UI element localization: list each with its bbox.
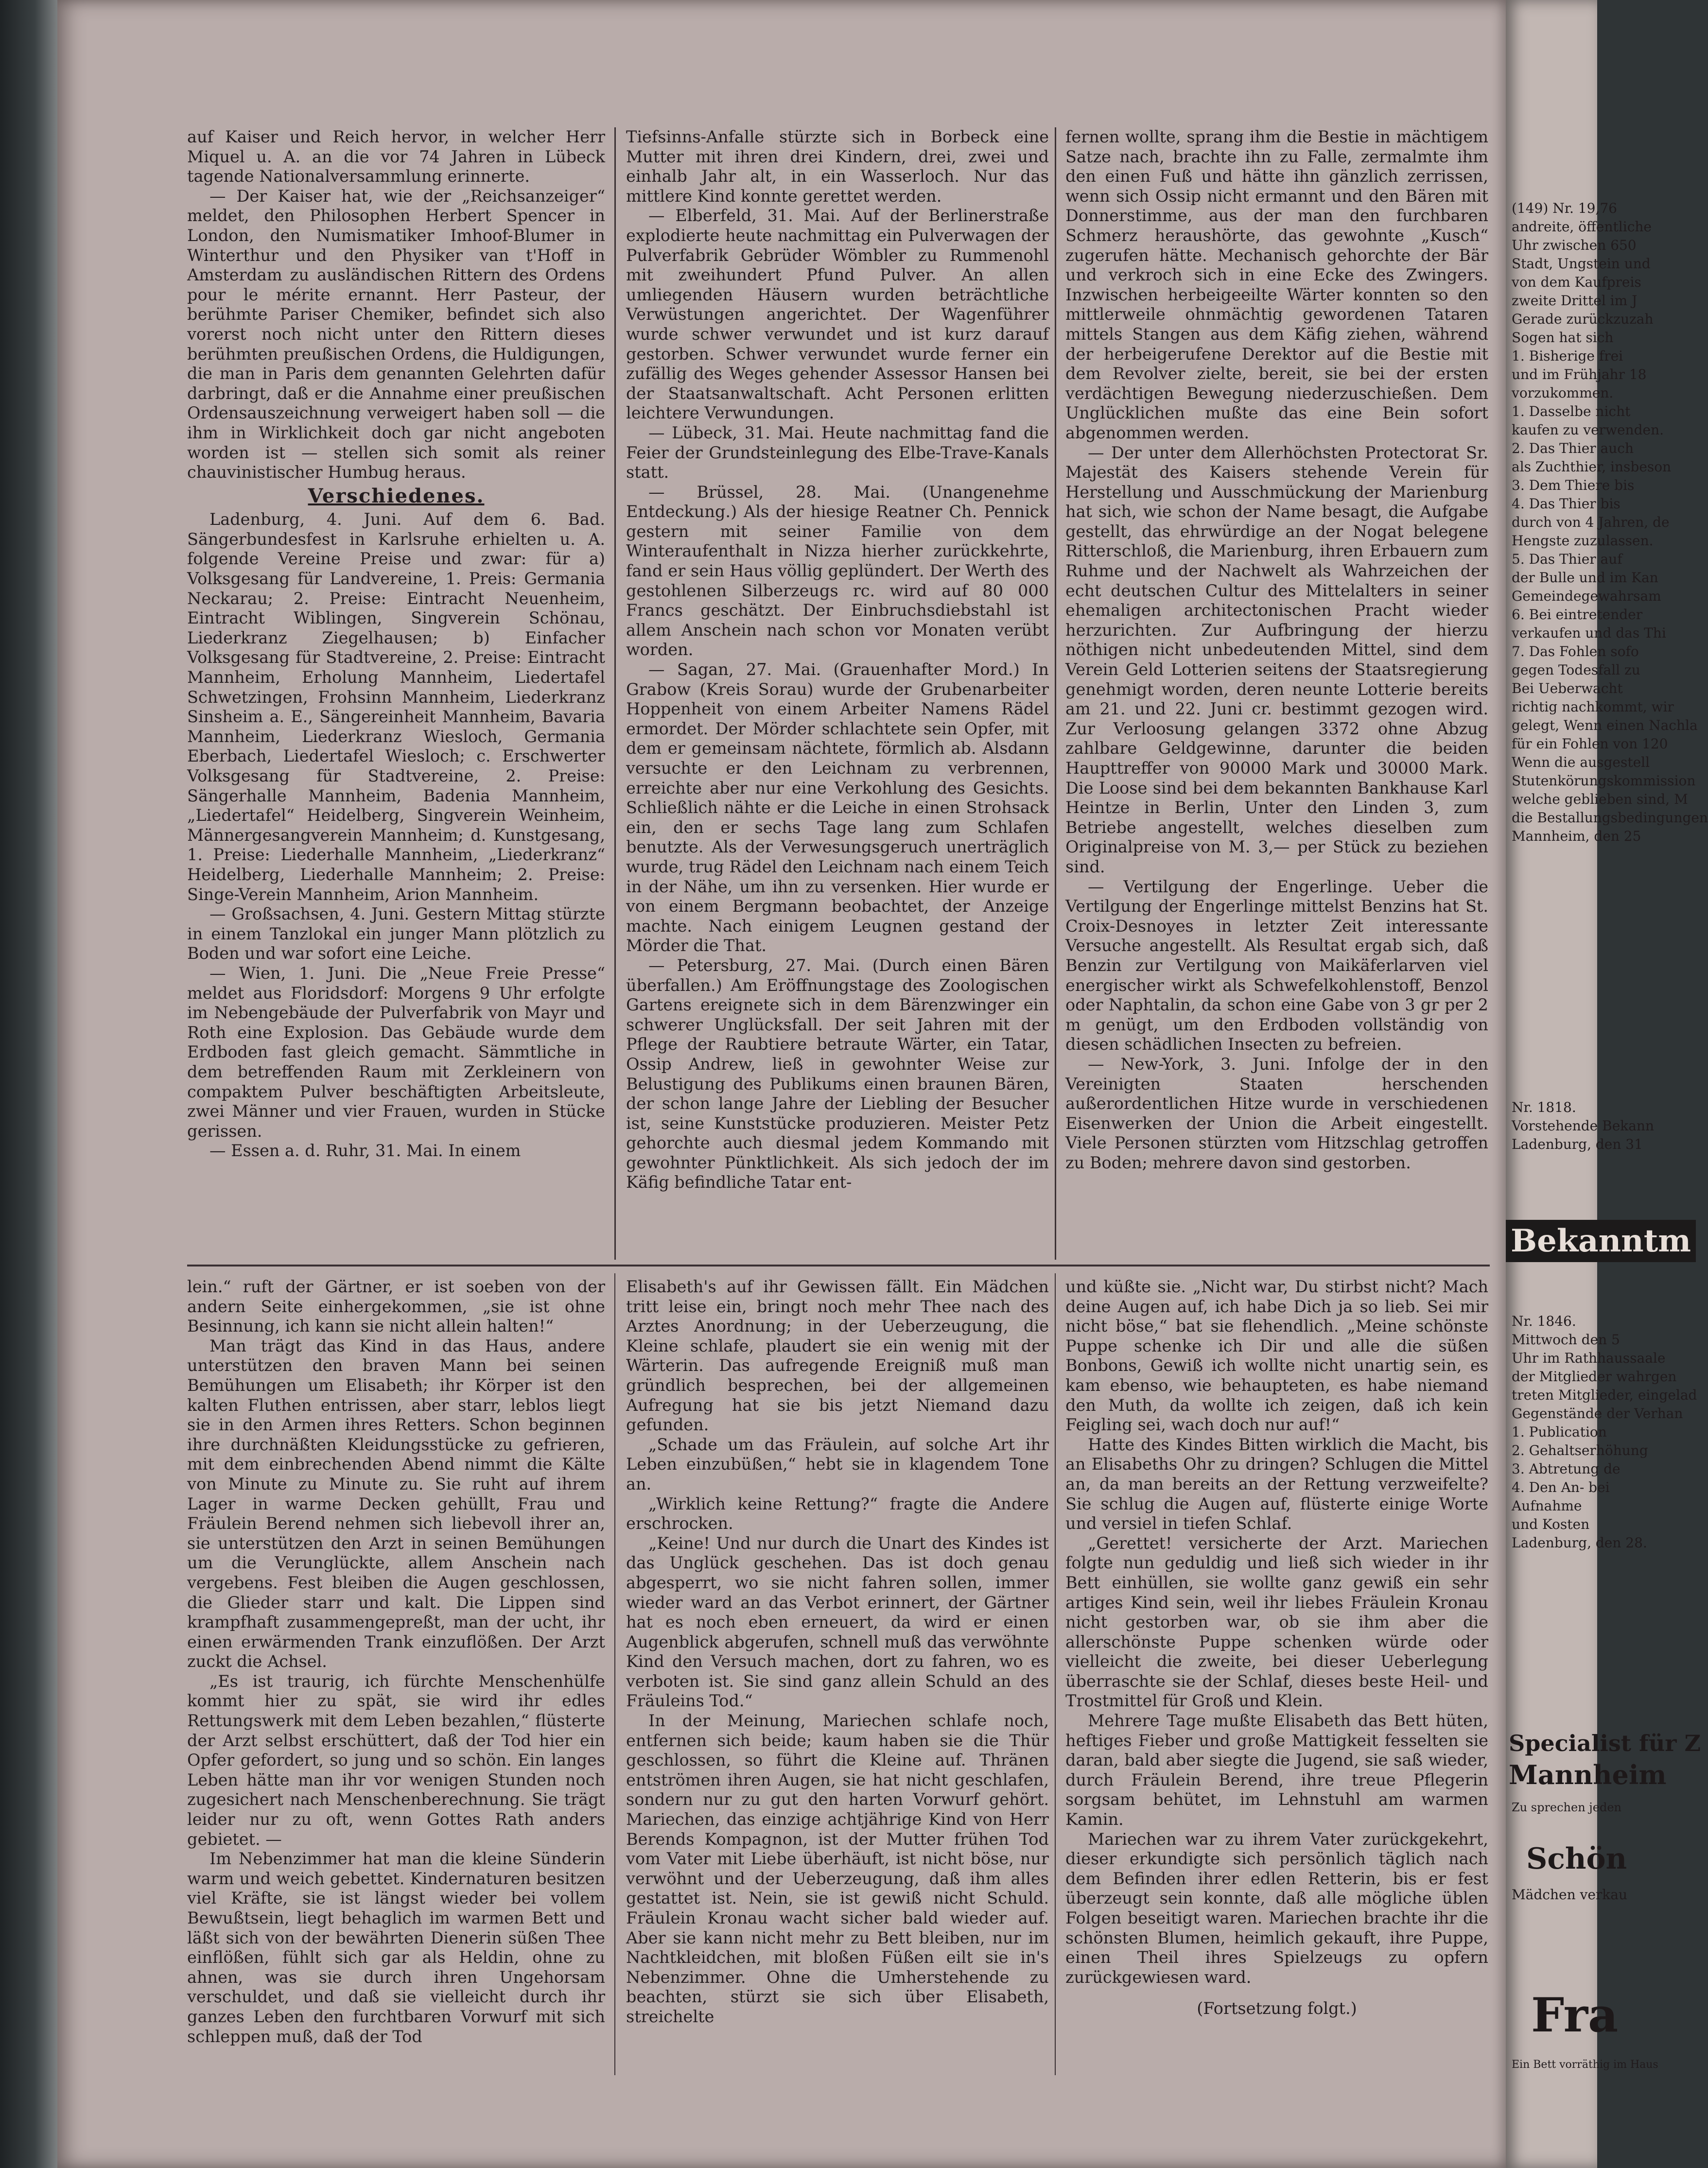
article-paragraph: — Der unter dem Allerhöchsten Protectorat Sr. Majestät des Kaisers stehende Verein für Herstellung und Ausschmückung der Marienburg hat sich, wie schon der Name besagt, die Aufgabe gestellt, das ehrwürdige an der Nogat belegene Ritterschloß, die Marienburg, ihren Erbauern zum Ruhme und der Nachwelt als Wahrzeichen der echt deutschen Cultur des Mittelalters in seiner ehemaligen architectonischen Pracht wieder herzurichten. Zur Aufbringung der hierzu nöthigen nicht unbedeutenden Mittel, sind dem Verein Geld Lotterien seitens der Staatsregierung genehmigt worden, deren neunte Lotterie bereits am 21. und 22. Juni cr. bestimmt gezogen wird. Zur Verloosung gelangen 3372 ohne Abzug zahlbare Geldgewinne, darunter die beiden Haupttreffer von 90000 Mark und 30000 Mark. Die Loose sind bei dem bekannten Bankhause Karl Heintze in Berlin, Unter den Linden 3, zum Betriebe angestellt, welches dieselben zum Originalpreise von M. 3,— per Stück zu beziehen sind. xyxy=(1065,443,1488,876)
article-paragraph: „Gerettet! versicherte der Arzt. Mariechen folgte nun geduldig und ließ sich wieder in ihr Bett einhüllen, sie wollte ganz gewiß ein sehr artiges Kind sein, weil ihr liebes Fräulein Kronau nicht gestorben war, ob sie ihm aber die allerschönste Puppe schenken würde oder vielleicht die zweite, bei dieser Ueberlegung überraschte sie der Schlaf, dieses beste Heil- und Trostmittel für Groß und Klein. xyxy=(1065,1533,1488,1711)
adjacent-fra-sub: Ein Bett vorräthig im Haus xyxy=(1512,2059,1658,2071)
adjacent-line: 1. Bisherige frei xyxy=(1512,348,1623,364)
article-paragraph: — Der Kaiser hat, wie der „Reichsanzeiger“ meldet, den Philosophen Herbert Spencer in London, den Numismatiker Imhoof-Blumer in Winterthur und den Physiker van t'Hoff in Amsterdam zu ausländischen Rittern des Ordens pour le mérite ernannt. Herr Pasteur, der berühmte Pariser Chemiker, befindet sich also vorerst noch nicht unter den Rittern dieses berühmten preußischen Ordens, die Huldigungen, die man in Paris dem genannten Gelehrten dafür darbringt, daß er die Annahme einer preußischen Ordensauszeichnung verweigert haben soll — die ihm in Wirklichkeit doch gar nicht angeboten worden ist — stellen sich somit als reiner chauvinistischer Humbug heraus. xyxy=(187,186,605,482)
adjacent-line: (149) Nr. 19,76 xyxy=(1512,200,1617,216)
adjacent-line: Ladenburg, den 31 xyxy=(1512,1136,1643,1152)
adjacent-line: Uhr zwischen 650 xyxy=(1512,237,1637,253)
adjacent-line: 1. Publication xyxy=(1512,1424,1607,1440)
adjacent-line: Gerade zurückzuzah xyxy=(1512,311,1654,327)
adjacent-line: Bei Ueberwacht xyxy=(1512,680,1623,696)
adjacent-line: Stutenkörungskommission xyxy=(1512,773,1696,789)
top-column-2 xyxy=(626,127,1049,1261)
article-paragraph: Man trägt das Kind in das Haus, andere unterstützen den braven Mann bei seinen Bemühungen um Elisabeth; ihr Körper ist den kalten Fluthen entrissen, aber starr, leblos liegt sie in den Armen ihres Retters. Schon beginnen ihre durchnäßten Kleidungsstücke zu gefrieren, mit dem einbrechenden Abend nimmt die Kälte von Minute zu Minute zu. Sie ruht auf ihrem Lager in warme Decken gehüllt, Frau und Fräulein Berend nehmen sich liebevoll ihrer an, sie unterstützen den Arzt in seinen Bemühungen um die Verunglückte, allem Anschein nach vergebens. Fest bleiben die Augen geschlossen, die Glieder starr und kalt. Die Lippen sind krampfhaft zusammengepreßt, man der ucht, ihr einen erwärmenden Trank einzuflößen. Der Arzt zuckt die Achsel. xyxy=(187,1336,605,1671)
article-paragraph: — Sagan, 27. Mai. (Grauenhafter Mord.) In Grabow (Kreis Sorau) wurde der Grubenarbeiter Hoppenheit von einem Arbeiter Namens Rädel ermordet. Der Mörder schlachtete sein Opfer, mit dem er gemeinsam nächtete, förmlich ab. Alsdann versuchte er den Leichnam zu verbrennen, erreichte aber nur eine Verkohlung des Gesichts. Schließlich nähte er die Leiche in einen Strohsack ein, den er sechs Tage lang zum Schlafen benutzte. Als der Verwesungsgeruch unerträglich wurde, trug Rädel den Leichnam nach einem Teich in der Nähe, um ihn zu versenken. Hier wurde er von einem Bergmann beobachtet, der Anzeige machte. Nach einigem Leugnen gestand der Mörder die That. xyxy=(626,660,1049,955)
adjacent-schoen-sub: Mädchen verkau xyxy=(1512,1887,1627,1903)
adjacent-heading: Bekanntm xyxy=(1506,1220,1696,1262)
bottom-column-2 xyxy=(626,1277,1049,2084)
adjacent-line: Stadt, Ungstein und xyxy=(1512,256,1651,272)
adjacent-line: der Bulle und im Kan xyxy=(1512,570,1658,586)
article-paragraph: — New-York, 3. Juni. Infolge der in den Vereinigten Staaten herschenden außerordentlichen Hitze wurde in verschiedenen Eisenwerken der Union die Arbeit eingestellt. Viele Personen stürzten vom Hitzschlag getroffen zu Boden; mehrere davon sind gestorben. xyxy=(1065,1054,1488,1172)
adjacent-special-city: Mannheim xyxy=(1509,1759,1667,1790)
article-paragraph: Mariechen war zu ihrem Vater zurückgekehrt, dieser erkundigte sich persönlich täglich nach dem Befinden ihrer edlen Retterin, bis er fest überzeugt sein konnte, daß alle mögliche üblen Folgen beseitigt waren. Mariechen brachte ihr die schönsten Blumen, heimlich gekauft, ihre Puppe, einen Theil ihres Spielzeugs zu opfern zurückgewiesen ward. xyxy=(1065,1829,1488,1987)
article-paragraph: — Großsachsen, 4. Juni. Gestern Mittag stürzte in einem Tanzlokal ein junger Mann plötzlich zu Boden und war sofort eine Leiche. xyxy=(187,904,605,963)
adjacent-line: von dem Kaufpreis xyxy=(1512,274,1641,290)
adjacent-line: Mittwoch den 5 xyxy=(1512,1332,1620,1348)
adjacent-line: Ladenburg, den 28. xyxy=(1512,1535,1647,1551)
article-paragraph: — Brüssel, 28. Mai. (Unangenehme Entdeckung.) Als der hiesige Reatner Ch. Pennick gestern mit seiner Familie von dem Winteraufenthalt in Nizza hierher zurückkehrte, fand er sein Haus völlig geplündert. Der Werth des gestohlenen Silberzeugs rc. wird auf 80 000 Francs geschätzt. Der Einbruchsdiebstahl ist allem Anschein nach schon vor Monaten verübt worden. xyxy=(626,482,1049,659)
article-paragraph: Tiefsinns-Anfalle stürzte sich in Borbeck eine Mutter mit ihren drei Kindern, drei, zwei und einhalb Jahr alt, in ein Wasserloch. Nur das mittlere Kind konnte gerettet werden. xyxy=(626,127,1049,206)
article-paragraph: fernen wollte, sprang ihm die Bestie in mächtigem Satze nach, brachte ihn zu Falle, zermalmte ihm den einen Fuß und hätte ihn gänzlich zerrissen, wenn sich Ossip nicht ermannt und den Bären mit Donnerstimme, aus der man den furchbaren Schmerz heraushörte, das gewohnte „Kusch“ zugerufen hätte. Mechanisch gehorchte der Bär und verkroch sich in eine Ecke des Zwingers. Inzwischen herbeigeeilte Wärter konnten so den mittlerweile ohnmächtig gewordenen Tataren mittels Stangen aus dem Käfig ziehen, während der herbeigerufene Derektor auf die Bestie mit dem Revolver zielte, bereit, sie bei der ersten verdächtigen Bewegung niederzuschießen. Dem Unglücklichen mußte das eine Bein sofort abgenommen werden. xyxy=(1065,127,1488,442)
adjacent-line: andreite, öffentliche xyxy=(1512,219,1652,235)
adjacent-line: kaufen zu verwenden. xyxy=(1512,422,1664,438)
adjacent-line: Vorstehende Bekann xyxy=(1512,1118,1654,1134)
adjacent-line: und Kosten xyxy=(1512,1516,1590,1532)
bottom-column-3 xyxy=(1065,1277,1488,2113)
adjacent-line: 4. Den An- bei xyxy=(1512,1479,1610,1495)
adjacent-line: 4. Das Thier bis xyxy=(1512,496,1621,512)
adjacent-line: Wenn die ausgestell xyxy=(1512,754,1650,770)
article-paragraph: — Petersburg, 27. Mai. (Durch einen Bären überfallen.) Am Eröffnungstage des Zoologischen Gartens ereignete sich in dem Bärenzwinger ein schwerer Unglücksfall. Der seit Jahren mit der Pflege der Raubtiere betraute Wärter, ein Tatar, Ossip Andrew, ließ in gewohnter Weise zur Belustigung des Publikums einen braunen Bären, der schon lange Jahre der Liebling der Besucher ist, seine Kunststücke produzieren. Meister Petz gehorchte auch diesmal jedem Kommando mit gewohnter Pünktlichkeit. Als sich jedoch der im Käfig befindliche Tatar ent- xyxy=(626,955,1049,1192)
adjacent-line: 2. Gehaltserhöhung xyxy=(1512,1442,1648,1458)
column-rule xyxy=(1055,1273,1056,2075)
article-paragraph: (Fortsetzung folgt.) xyxy=(1197,1999,1357,2018)
adjacent-line: die Bestallungsbedingungen xyxy=(1512,810,1708,826)
column-rule xyxy=(614,127,616,1260)
article-paragraph: — Elberfeld, 31. Mai. Auf der Berlinerstraße explodierte heute nachmittag ein Pulverwagen der Pulverfabrik Gebrüder Wömbler zu Rummenohl mit zweihundert Pfund Pulver. An allen umliegenden Häusern wurden beträchtliche Verwüstungen angerichtet. Der Wagenführer wurde schwer verwundet und ist kurz darauf gestorben. Schwer verwundet wurde ferner ein zufällig des Weges gehender Assessor Hansen bei der Staatsanwaltschaft. Acht Personen erlitten leichtere Verwundungen. xyxy=(626,206,1049,423)
section-heading: Verschiedenes. xyxy=(308,484,485,507)
adjacent-fra: Fra xyxy=(1531,1988,1619,2043)
adjacent-line: 2. Das Thier auch xyxy=(1512,440,1634,456)
article-paragraph: In der Meinung, Mariechen schlafe noch, entfernen sich beide; kaum haben sie die Thür geschlossen, so führt die Kleine auf. Thränen entströmen ihren Augen, sie hat nicht geschlafen, sondern nur zu gut den harten Vorwurf gehört. Mariechen, das einzige achtjährige Kind von Herr Berends Kompagnon, ist der Mutter frühen Tod vom Vater mit Liebe überhäuft, ist nicht böse, nur verwöhnt und der Ueberzeugung, daß ihm alles gestattet ist. Nein, sie ist gewiß nicht Schuld. Fräulein Kronau wacht sicher bald wieder auf. Aber sie kann nicht mehr zu Bett bleiben, nur im Nachtkleidchen, mit bloßen Füßen eilt sie in's Nebenzimmer. Ohne die Umherstehende zu beachten, stürzt sie sich über Elisabeth, streichelte xyxy=(626,1711,1049,2026)
adjacent-line: Gemeindegewahrsam xyxy=(1512,588,1661,604)
adjacent-line: für ein Fohlen von 120 xyxy=(1512,736,1668,752)
adjacent-line: Sogen hat sich xyxy=(1512,330,1614,346)
adjacent-line: und im Frühjahr 18 xyxy=(1512,366,1647,382)
adjacent-schoen: Schön xyxy=(1526,1842,1627,1876)
article-paragraph: „Es ist traurig, ich fürchte Menschenhülfe kommt hier zu spät, sie wird ihr edles Rettungswerk mit dem Leben bezahlen,“ flüsterte der Arzt selbst erschüttert, daß der Tod hier ein Opfer gefordert, so jung und so schön. Ein langes Leben hätte man ihr vor wenigen Stunden noch zugesichert nach Menschenberechnung. Sie trägt leider nur zu oft, wenn Gottes Rath anders gebietet. — xyxy=(187,1671,605,1849)
adjacent-line: richtig nachkommt, wir xyxy=(1512,699,1674,715)
article-paragraph: — Lübeck, 31. Mai. Heute nachmittag fand die Feier der Grundsteinlegung des Elbe-Trave-Kanals statt. xyxy=(626,423,1049,482)
article-paragraph: — Vertilgung der Engerlinge. Ueber die Vertilgung der Engerlinge mittelst Benzins hat St. Croix-Desnoyes in letzter Zeit interessante Versuche angestellt. Als Resultat ergab sich, daß Benzin zur Vertilgung von Maikäferlarven viel energischer wirkt als Schwefelkohlenstoff, Benzol oder Naphtalin, da schon eine Gabe von 3 gr per 2 m genügt, um den Erdboden vollständig von diesen schädlichen Insecten zu befreien. xyxy=(1065,877,1488,1054)
top-column-3 xyxy=(1065,127,1488,1261)
adjacent-page-text-mid xyxy=(1512,1098,1654,1154)
adjacent-line: vorzukommen. xyxy=(1512,385,1614,401)
adjacent-special: Specialist für Z xyxy=(1509,1730,1701,1756)
article-paragraph: „Keine! Und nur durch die Unart des Kindes ist das Unglück geschehen. Das ist doch genau abgesperrt, wo sie nicht fahren sollen, immer wieder ward an das Verbot erinnert, der Gärtner hat es noch eben erneuert, da wird er einen Augenblick abgerufen, schnell muß das verwöhnte Kind den Versuch machen, dort zu fahren, wo es verboten ist. Sie sind ganz allein Schuld an des Fräuleins Tod.“ xyxy=(626,1533,1049,1711)
adjacent-line: Hengste zuzulassen. xyxy=(1512,533,1654,549)
bottom-column-1 xyxy=(187,1277,605,2084)
horizontal-rule xyxy=(187,1265,1490,1266)
adjacent-line: gegen Todesfall zu xyxy=(1512,662,1640,678)
article-paragraph: auf Kaiser und Reich hervor, in welcher Herr Miquel u. A. an die vor 74 Jahren in Lübeck tagende Nationalversammlung erinnerte. xyxy=(187,127,605,186)
adjacent-line: Nr. 1846. xyxy=(1512,1313,1576,1329)
adjacent-line: als Zuchthier, insbeson xyxy=(1512,459,1672,475)
adjacent-line: 7. Das Fohlen sofo xyxy=(1512,643,1639,659)
adjacent-line: Mannheim, den 25 xyxy=(1512,828,1641,844)
adjacent-line: Uhr im Rathhaussaale xyxy=(1512,1350,1666,1366)
top-column-1 xyxy=(187,127,605,1261)
adjacent-line: Gegenstände der Verhan xyxy=(1512,1405,1683,1422)
article-paragraph: Ladenburg, 4. Juni. Auf dem 6. Bad. Sängerbundesfest in Karlsruhe erhielten u. A. folgende Vereine Preise und zwar: für a) Volksgesang für Landvereine, 1. Preis: Germania Neckarau; 2. Preise: Eintracht Neuenheim, Eintracht Wiblingen, Singverein Schönau, Liederkranz Ziegelhausen; b) Einfacher Volksgesang für Stadtvereine, 2. Preise: Eintracht Mannheim, Erholung Mannheim, Liedertafel Schwetzingen, Frohsinn Mannheim, Liederkranz Sinsheim a. E., Sängereinheit Mannheim, Bavaria Mannheim, Liederkranz Wiesloch, Germania Eberbach, Liedertafel Wiesloch; c. Erschwerter Volksgesang für Stadtvereine, 2. Preise: Sängerhalle Mannheim, Badenia Mannheim, „Liedertafel“ Heidelberg, Singverein Weinheim, Männergesangverein Mannheim; d. Kunstgesang, 1. Preise: Liederhalle Mannheim, „Liederkranz“ Heidelberg, Liederhalle Mannheim; 2. Preise: Singe-Verein Mannheim, Arion Mannheim. xyxy=(187,510,605,904)
adjacent-line: der Mitglieder wahrgen xyxy=(1512,1369,1677,1385)
adjacent-line: welche geblieben sind, M xyxy=(1512,791,1688,807)
article-paragraph: und küßte sie. „Nicht war, Du stirbst nicht? Mach deine Augen auf, ich habe Dich ja so lieb. Sei mir nicht böse,“ bat sie flehendlich. „Meine schönste Puppe schenke ich Dir und alle die süßen Bonbons, Gewiß ich wollte nicht unartig sein, es kam ebenso, wie behaupteten, es habe niemand den Muth, da wollte ich zeigen, daß ich kein Feigling sei, wach doch nur auf!“ xyxy=(1065,1277,1488,1435)
adjacent-line: Aufnahme xyxy=(1512,1498,1582,1514)
adjacent-special-note: Zu sprechen jeden xyxy=(1512,1801,1621,1814)
adjacent-line: durch von 4 Jahren, de xyxy=(1512,514,1670,530)
article-paragraph: Hatte des Kindes Bitten wirklich die Macht, bis an Elisabeths Ohr zu dringen? Schlugen die Mittel an, da man bereits an der Rettung verzweifelte? Sie schlug die Augen auf, flüsterte einige Worte und versiel in tiefen Schlaf. xyxy=(1065,1435,1488,1533)
adjacent-line: gelegt, Wenn einen Nachla xyxy=(1512,717,1698,733)
adjacent-page-text-low xyxy=(1512,1312,1697,1552)
adjacent-line: verkaufen und das Thi xyxy=(1512,625,1666,641)
column-rule xyxy=(1055,127,1056,1260)
adjacent-line: treten Mitglieder, eingelad xyxy=(1512,1387,1697,1403)
book-binding xyxy=(0,0,63,2168)
article-paragraph: — Wien, 1. Juni. Die „Neue Freie Presse“ meldet aus Floridsdorf: Morgens 9 Uhr erfolgte im Nebengebäude der Pulverfabrik von Mayr und Roth eine Explosion. Das Gebäude wurde dem Erdboden fast gleich gemacht. Sämmtliche in dem betreffenden Raum mit Zerkleinern von compaktem Pulver beschäftigten Arbeitsleute, zwei Männer und vier Frauen, wurden in Stücke gerissen. xyxy=(187,963,605,1141)
column-rule xyxy=(614,1273,615,2075)
adjacent-line: 6. Bei eintretender xyxy=(1512,607,1643,623)
article-paragraph: Im Nebenzimmer hat man die kleine Sünderin warm und weich gebettet. Kindernaturen besitzen viel Kräfte, sie ist längst wieder bei vollem Bewußtsein, liegt behaglich im warmen Bett und läßt sich von der bewährten Dienerin süßen Thee einflößen, fühlt sich gar als Heldin, ohne zu ahnen, was sie durch ihren Ungehorsam verschuldet, und daß sie vielleicht durch ihr ganzes Leben den furchtbaren Vorwurf mit sich schleppen muß, daß der Tod xyxy=(187,1849,605,2046)
adjacent-line: 1. Dasselbe nicht xyxy=(1512,403,1631,419)
adjacent-line: zweite Drittel im J xyxy=(1512,293,1638,309)
adjacent-line: 3. Dem Thiere bis xyxy=(1512,477,1635,493)
article-paragraph: Mehrere Tage mußte Elisabeth das Bett hüten, heftiges Fieber und große Mattigkeit fesselten sie daran, bald aber siegte die Jugend, sie saß wieder, durch Fräulein Berend, ihre treue Pflegerin sorgsam behütet, im Lehnstuhl am warmen Kamin. xyxy=(1065,1711,1488,1829)
article-paragraph: Elisabeth's auf ihr Gewissen fällt. Ein Mädchen tritt leise ein, bringt noch mehr Thee nach des Arztes Anordnung; in der Ueberzeugung, die Kleine schlafe, plaudert sie ein wenig mit der Wärterin. Das aufregende Ereigniß muß man gründlich besprechen, bei der allgemeinen Aufregung hat sie bis jetzt Niemand dazu gefunden. xyxy=(626,1277,1049,1435)
adjacent-page-text-top xyxy=(1512,199,1708,846)
article-paragraph: lein.“ ruft der Gärtner, er ist soeben von der andern Seite einhergekommen, „sie ist ohne Besinnung, ich kann sie nicht allein halten!“ xyxy=(187,1277,605,1336)
adjacent-line: 3. Abtretung de xyxy=(1512,1461,1621,1477)
adjacent-line: Nr. 1818. xyxy=(1512,1099,1576,1115)
adjacent-line: 5. Das Thier auf xyxy=(1512,551,1622,567)
article-paragraph: „Wirklich keine Rettung?“ fragte die Andere erschrocken. xyxy=(626,1494,1049,1533)
article-paragraph: — Essen a. d. Ruhr, 31. Mai. In einem xyxy=(209,1141,521,1161)
article-paragraph: „Schade um das Fräulein, auf solche Art ihr Leben einzubüßen,“ hebt sie in klagendem Tone an. xyxy=(626,1435,1049,1493)
